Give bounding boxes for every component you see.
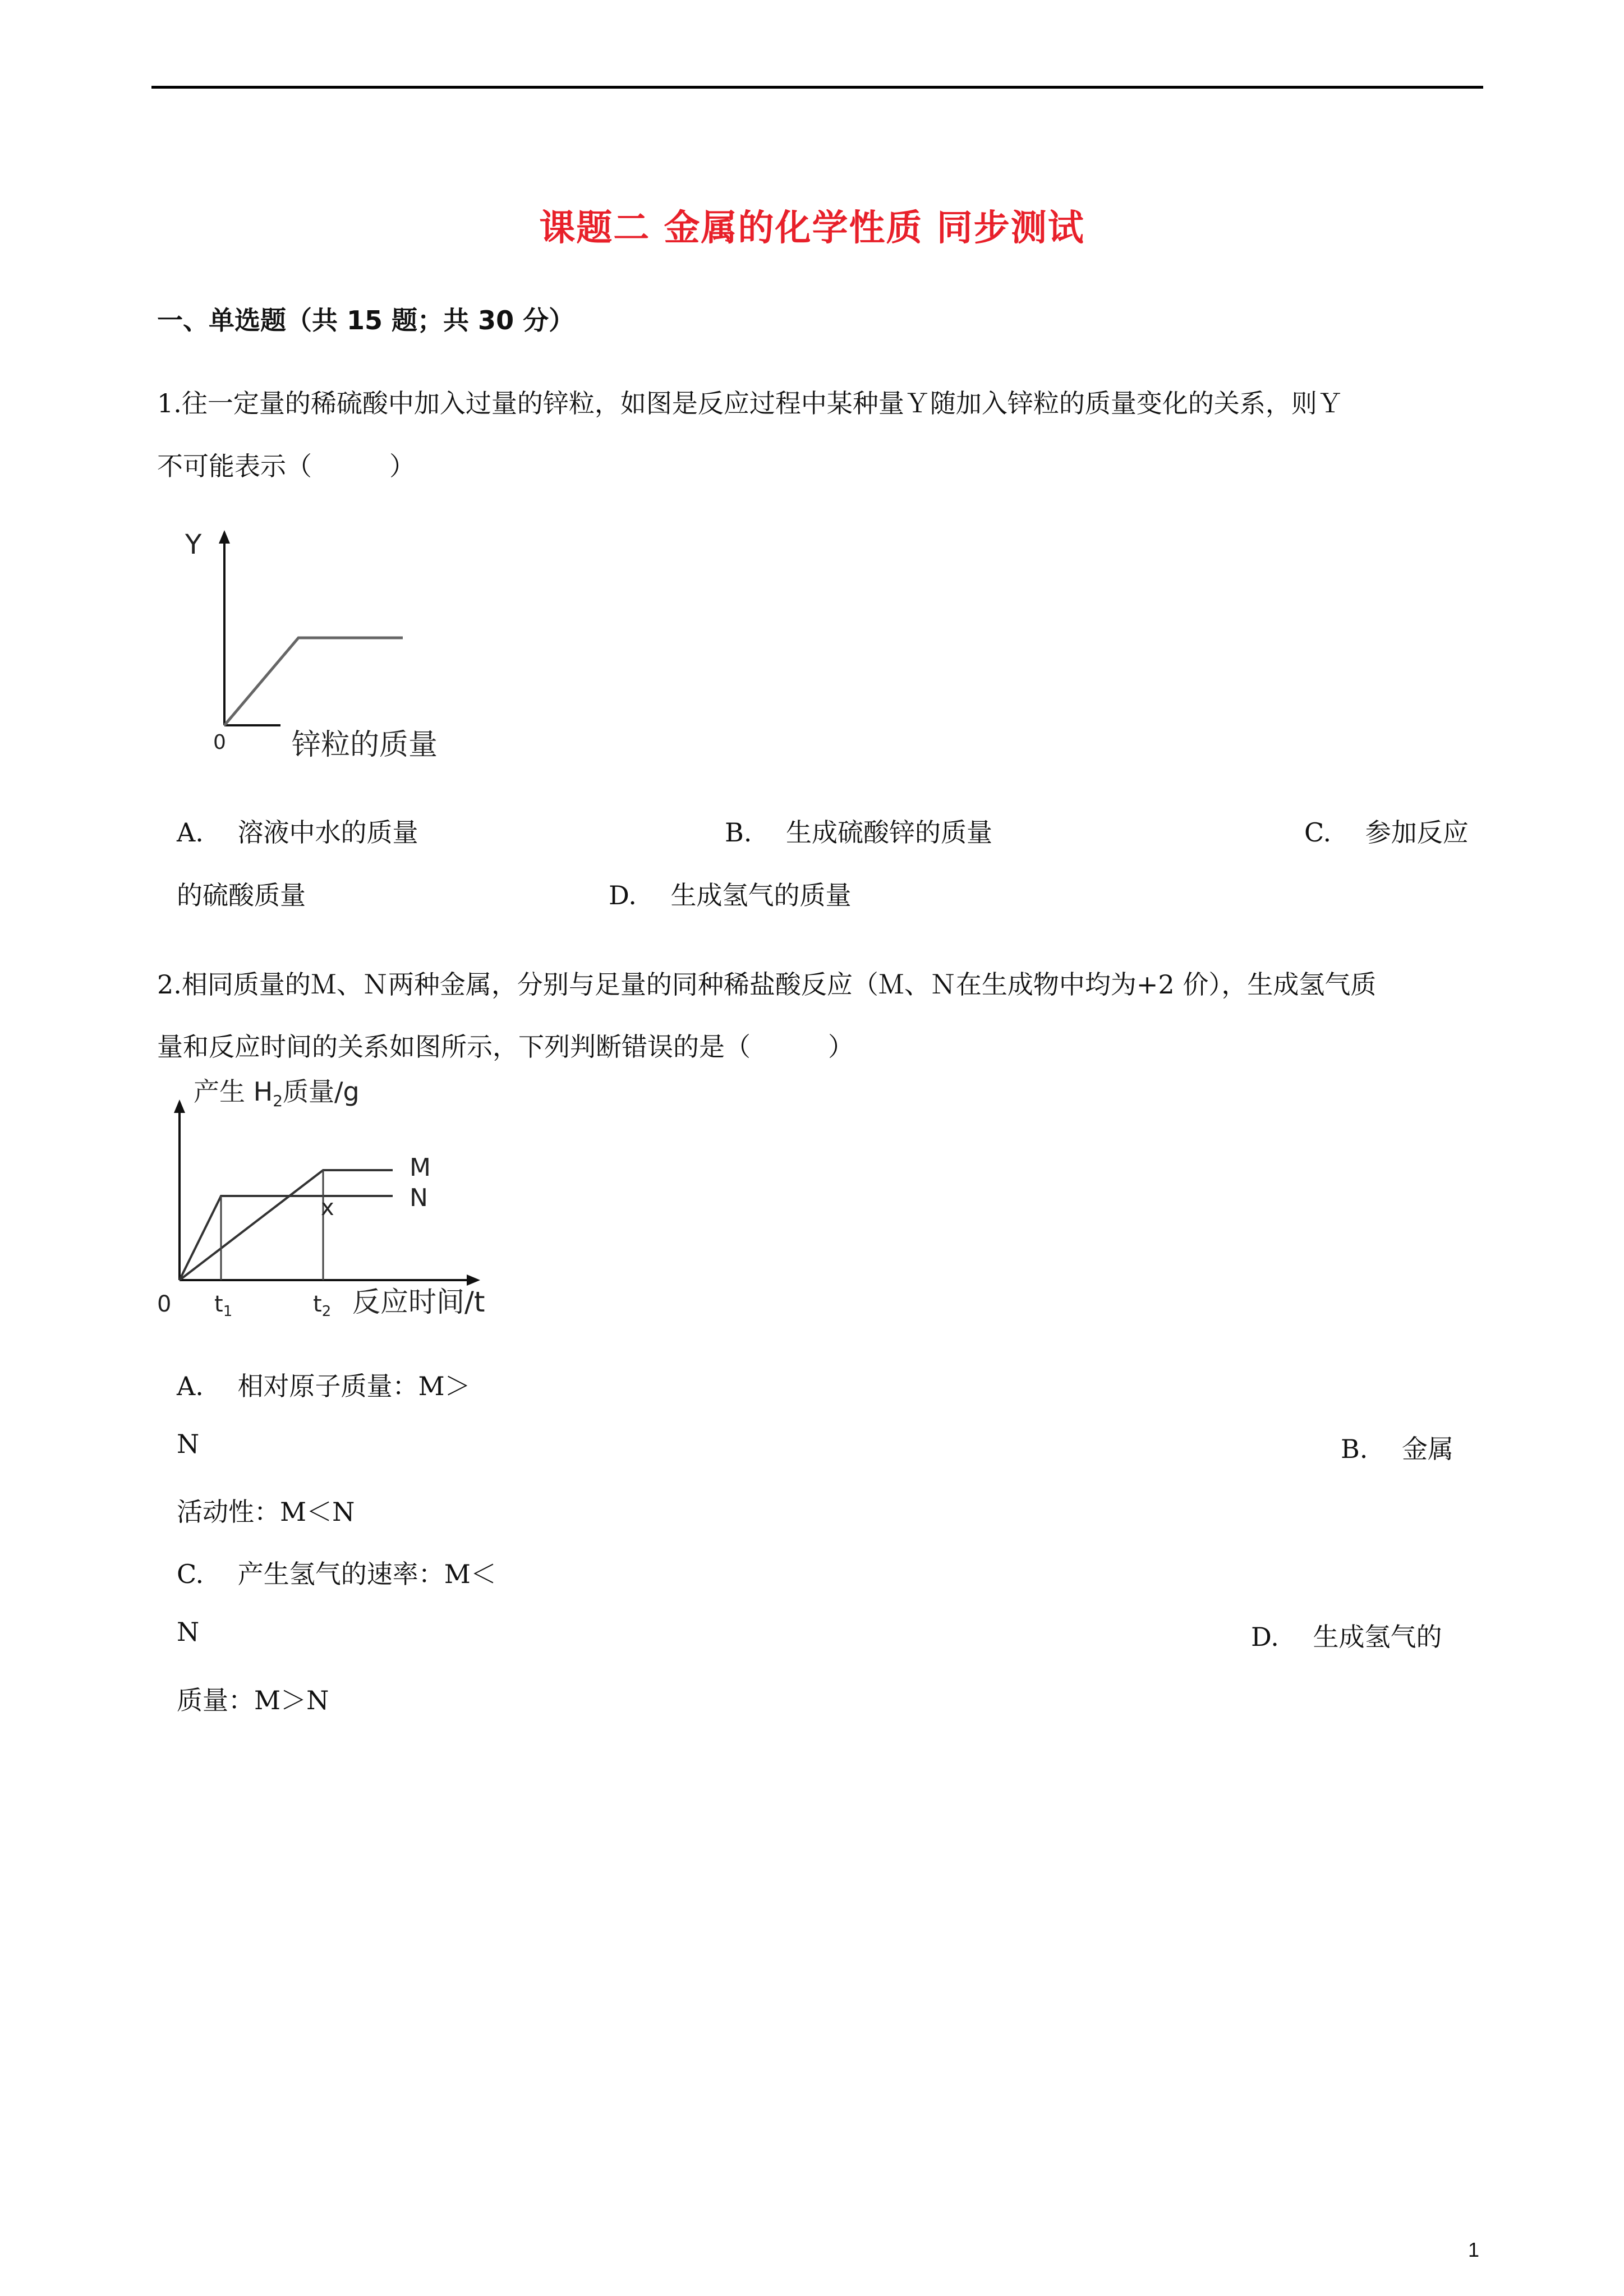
q2-option-c-cont: N: [177, 1617, 200, 1647]
q1-option-a: A. 溶液中水的质量: [177, 817, 418, 848]
q2-figure: [151, 1077, 499, 1335]
q2-option-d-cont: 质量：M＞N: [177, 1685, 329, 1715]
q1-figure: [168, 524, 460, 783]
q1-stem-line2: 不可能表示（ ）: [157, 451, 415, 481]
q2-option-a: A. 相对原子质量：M＞: [177, 1371, 471, 1401]
q2-series-m-label: M: [410, 1153, 431, 1182]
q1-option-c: C. 参加反应: [1304, 817, 1469, 848]
q2-y-label: 产生 $H_2$质量/g: [194, 1077, 360, 1110]
q2-stem-line2: 量和反应时间的关系如图所示，下列判断错误的是（ ）: [157, 1032, 854, 1062]
q2-t1-label: $t_1$: [214, 1291, 233, 1320]
q1-option-b: B. 生成硫酸锌的质量: [725, 817, 993, 848]
q1-curve: [224, 638, 403, 725]
q1-y-arrow: [219, 530, 230, 544]
q1-stem-line1: 1.往一定量的稀硫酸中加入过量的锌粒，如图是反应过程中某种量Ｙ随加入锌粒的质量变化的关系，则Ｙ: [157, 388, 1343, 418]
q2-series-m-line: [180, 1170, 393, 1280]
q2-t2-label: $t_2$: [313, 1291, 332, 1320]
q2-origin-label: 0: [157, 1291, 172, 1317]
q2-x-marker: x: [321, 1195, 334, 1221]
q2-x-label: 反应时间/t: [352, 1286, 485, 1318]
q2-option-a-cont: N: [177, 1429, 200, 1459]
q2-option-b-cont: 活动性：M＜N: [177, 1497, 355, 1527]
q2-stem-line1: 2.相同质量的Ｍ、Ｎ两种金属，分别与足量的同种稀盐酸反应（Ｍ、Ｎ在生成物中均为+2 价），生成氢气质: [157, 969, 1377, 1000]
q2-x-arrow: [467, 1274, 480, 1286]
q2-option-d: D. 生成氢气的: [1251, 1622, 1442, 1652]
q2-option-b: B. 金属: [1341, 1434, 1454, 1464]
q2-series-n-line: [180, 1196, 393, 1280]
q1-y-label: Y: [185, 529, 202, 560]
q1-option-d: D. 生成氢气的质量: [609, 880, 852, 910]
section-heading: 一、单选题（共 15 题；共 30 分）: [157, 305, 575, 335]
header-rule: [151, 86, 1483, 89]
q1-origin-label: 0: [213, 731, 226, 754]
q2-y-arrow: [174, 1099, 185, 1113]
q2-series-n-label: N: [410, 1184, 428, 1212]
document-title: 课题二 金属的化学性质 同步测试: [539, 208, 1085, 249]
q1-option-c-cont: 的硫酸质量: [177, 880, 306, 910]
q2-option-c: C. 产生氢气的速率：M＜: [177, 1559, 496, 1589]
q1-x-label: 锌粒的质量: [292, 728, 438, 762]
page-number: 1: [1467, 2238, 1479, 2261]
